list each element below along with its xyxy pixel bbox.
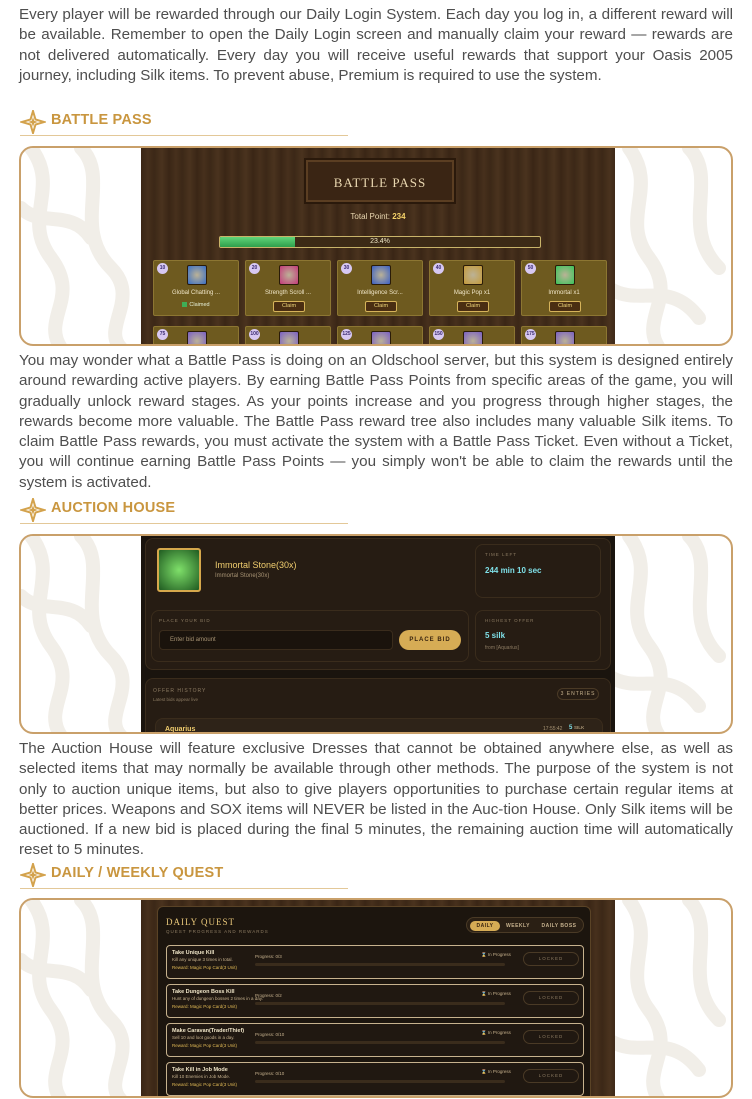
offer-bidder: Aquarius [165, 726, 196, 732]
item-name: Immortal Stone(30x) [215, 560, 297, 570]
auction-window [141, 536, 615, 732]
quest-description: Sell 10 and loot goods in a day. [172, 1035, 235, 1040]
reward-name: Strength Scroll ... [264, 290, 312, 296]
quest-row [166, 945, 584, 979]
quest-status: ⌛ In Progress [481, 991, 511, 996]
heading-text: BATTLE PASS [51, 112, 152, 128]
immortal-stone-icon [157, 548, 201, 592]
place-bid-button[interactable]: PLACE BID [399, 630, 461, 650]
tab-daily-boss[interactable]: DAILY BOSS [541, 923, 577, 929]
level-badge: 150 [433, 329, 444, 340]
quest-progress: Progress: 0/3 [255, 954, 282, 959]
heading-text: DAILY / WEEKLY QUEST [51, 865, 224, 881]
reward-item-icon [279, 265, 299, 285]
quest-title: DAILY QUEST [166, 917, 236, 927]
locked-button[interactable]: LOCKED [523, 1069, 579, 1083]
quest-description: Kill any unique 3 times in total. [172, 957, 233, 962]
reward-card [245, 326, 331, 344]
swirl-pattern-right [609, 900, 731, 1098]
reward-item-icon [555, 331, 575, 344]
quest-title: Make Caravan(Trader/Thief) [172, 1028, 245, 1034]
reward-name: Immortal x1 [548, 290, 580, 296]
auction-house-screenshot-frame [19, 534, 733, 734]
claim-button[interactable]: Claim [273, 301, 305, 312]
reward-name: Magic Pop x1 [453, 290, 491, 296]
offer-history-label: OFFER HISTORY [153, 688, 207, 694]
quest-progress: Progress: 0/10 [255, 1032, 285, 1037]
reward-card [521, 260, 607, 316]
battle-pass-paragraph: You may wonder what a Battle Pass is doing on an Oldschool server, but this system is designed entirely around rewarding active players. By earning Battle Pass Points from specific areas of the game, you will gradually unlock reward stages. As your points increase and you progress through higher stages, the rewards become more valuable. The Battle Pass reward tree also includes many valuable Silk items. To claim Battle Pass rewards, you must activate the system with a Battle Pass Ticket. Even without a Ticket, you will continue earning Battle Pass Points — you simply won't be able to claim the rewards until the system is activated. [19, 352, 733, 491]
quest-row [166, 1062, 584, 1096]
tab-weekly[interactable]: WEEKLY [506, 923, 530, 929]
swirl-pattern-left [21, 536, 143, 734]
level-badge: 50 [525, 263, 536, 274]
level-badge: 75 [157, 329, 168, 340]
reward-name: Global Chatting ... [171, 290, 221, 296]
claimed-status: Claimed [154, 302, 238, 308]
level-badge: 40 [433, 263, 444, 274]
reward-item-icon [463, 331, 483, 344]
quest-reward: Reward: Magic Pop Card(3 Unit) [172, 1082, 238, 1087]
quest-tabs [466, 917, 584, 933]
star-ornament-icon [20, 498, 46, 522]
reward-card [429, 326, 515, 344]
reward-card [337, 260, 423, 316]
auction-paragraph: The Auction House will feature exclusive Dresses that cannot be obtained anywhere else, as well as selected items that may normally be available through other methods. The purpose of the system is not only to auction unique items, but also to give players opportunities to purchase certain regular items at better prices. Weapons and SOX items will NEVER be listed in the Auc-tion House. Only Silk items will be auctioned. If a new bid is placed during the final 5 minutes, the remaining auction time will automatically reset to 5 minutes. [19, 740, 733, 859]
quest-status: ⌛ In Progress [481, 1069, 511, 1074]
check-icon [182, 302, 187, 307]
level-badge: 30 [341, 263, 352, 274]
time-left-value: 244 min 10 sec [485, 566, 542, 575]
battle-pass-title: BATTLE PASS [333, 175, 427, 190]
quest-progress-bar [255, 1041, 505, 1044]
quest-status: ⌛ In Progress [481, 952, 511, 957]
quest-status: ⌛ In Progress [481, 1030, 511, 1035]
reward-item-icon [371, 265, 391, 285]
swirl-pattern-right [609, 536, 731, 734]
quest-reward: Reward: Magic Pop Card(3 Unit) [172, 1043, 238, 1048]
offer-time: 17:55:42 [543, 726, 563, 732]
level-badge: 175 [525, 329, 536, 340]
battle-pass-progress-bar [219, 236, 541, 248]
star-ornament-icon [20, 863, 46, 887]
intro-paragraph: Every player will be rewarded through our Daily Login System. Each day you log in, a different reward will be available. Remember to open the Daily Login screen and manually claim your reward — rewards are not delivered automatically. Every day you will receive useful rewards that support your Oasis 2005 journey, including Silk items. To prevent abuse, Premium is required to use the system. [19, 6, 733, 84]
level-badge: 100 [249, 329, 260, 340]
quest-description: Hunt any of dungeon bosses 2 times in a day. [172, 996, 263, 1001]
item-subtitle: Immortal Stone(30x) [215, 573, 270, 579]
swirl-pattern-right [609, 148, 731, 346]
reward-item-icon [187, 265, 207, 285]
highest-offer-from: from [Aquarius] [485, 645, 519, 651]
battle-pass-title-box [304, 158, 456, 204]
quest-title: Take Dungeon Boss Kill [172, 989, 235, 995]
quest-screenshot-frame [19, 898, 733, 1098]
quest-subtitle: QUEST PROGRESS AND REWARDS [166, 929, 269, 934]
offer-history-subtitle: Latest bids appear live [153, 697, 199, 702]
reward-card [245, 260, 331, 316]
reward-card [337, 326, 423, 344]
reward-item-icon [371, 331, 391, 344]
claim-button[interactable]: Claim [365, 301, 397, 312]
progress-percent: 23.4% [370, 238, 390, 245]
total-points: Total Point: 234 [350, 212, 406, 221]
battle-pass-heading [20, 108, 348, 136]
quest-progress-bar [255, 963, 505, 966]
level-badge: 20 [249, 263, 260, 274]
heading-text: AUCTION HOUSE [51, 500, 176, 516]
highest-offer-value: 5 silk [485, 631, 506, 640]
quest-progress-bar [255, 1002, 505, 1005]
time-left-label: TIME LEFT [485, 552, 518, 557]
claim-button[interactable]: Claim [457, 301, 489, 312]
reward-card [153, 326, 239, 344]
total-points-value: 234 [392, 212, 406, 221]
claim-button[interactable]: Claim [549, 301, 581, 312]
highest-offer-label: HIGHEST OFFER [485, 618, 535, 623]
level-badge: 125 [341, 329, 352, 340]
battle-pass-window [141, 148, 615, 344]
bid-label: PLACE YOUR BID [159, 618, 211, 623]
locked-button[interactable]: LOCKED [523, 991, 579, 1005]
reward-card [521, 326, 607, 344]
reward-item-icon [279, 331, 299, 344]
tab-daily[interactable]: DAILY [470, 921, 500, 931]
quest-heading [20, 861, 348, 889]
locked-button[interactable]: LOCKED [523, 1030, 579, 1044]
swirl-pattern-left [21, 900, 143, 1098]
offer-row [155, 718, 603, 732]
quest-progress: Progress: 0/2 [255, 993, 282, 998]
quest-reward: Reward: Magic Pop Card(3 Unit) [172, 965, 238, 970]
level-badge: 10 [157, 263, 168, 274]
auction-house-heading [20, 496, 348, 524]
quest-title: Take Unique Kill [172, 950, 215, 956]
reward-item-icon [555, 265, 575, 285]
reward-card [429, 260, 515, 316]
locked-button[interactable]: LOCKED [523, 952, 579, 966]
swirl-pattern-left [21, 148, 143, 346]
quest-progress: Progress: 0/10 [255, 1071, 285, 1076]
reward-item-icon [187, 331, 207, 344]
quest-progress-bar [255, 1080, 505, 1083]
star-ornament-icon [20, 110, 46, 134]
battle-pass-screenshot-frame [19, 146, 733, 346]
quest-reward: Reward: Magic Pop Card(3 Unit) [172, 1004, 238, 1009]
quest-window-bg [141, 900, 615, 1096]
offer-amount: 5 SILK [569, 725, 585, 731]
quest-title: Take Kill in Job Mode [172, 1067, 228, 1073]
reward-name: Intelligence Scr... [357, 290, 403, 296]
reward-card [153, 260, 239, 316]
quest-window [157, 906, 591, 1096]
bid-amount-input[interactable]: Enter bid amount [159, 630, 393, 650]
quest-row [166, 984, 584, 1018]
reward-item-icon [463, 265, 483, 285]
entries-badge: 3 ENTRIES [557, 688, 599, 700]
quest-row [166, 1023, 584, 1057]
quest-description: Kill 10 Enemies in Job Mode. [172, 1074, 231, 1079]
